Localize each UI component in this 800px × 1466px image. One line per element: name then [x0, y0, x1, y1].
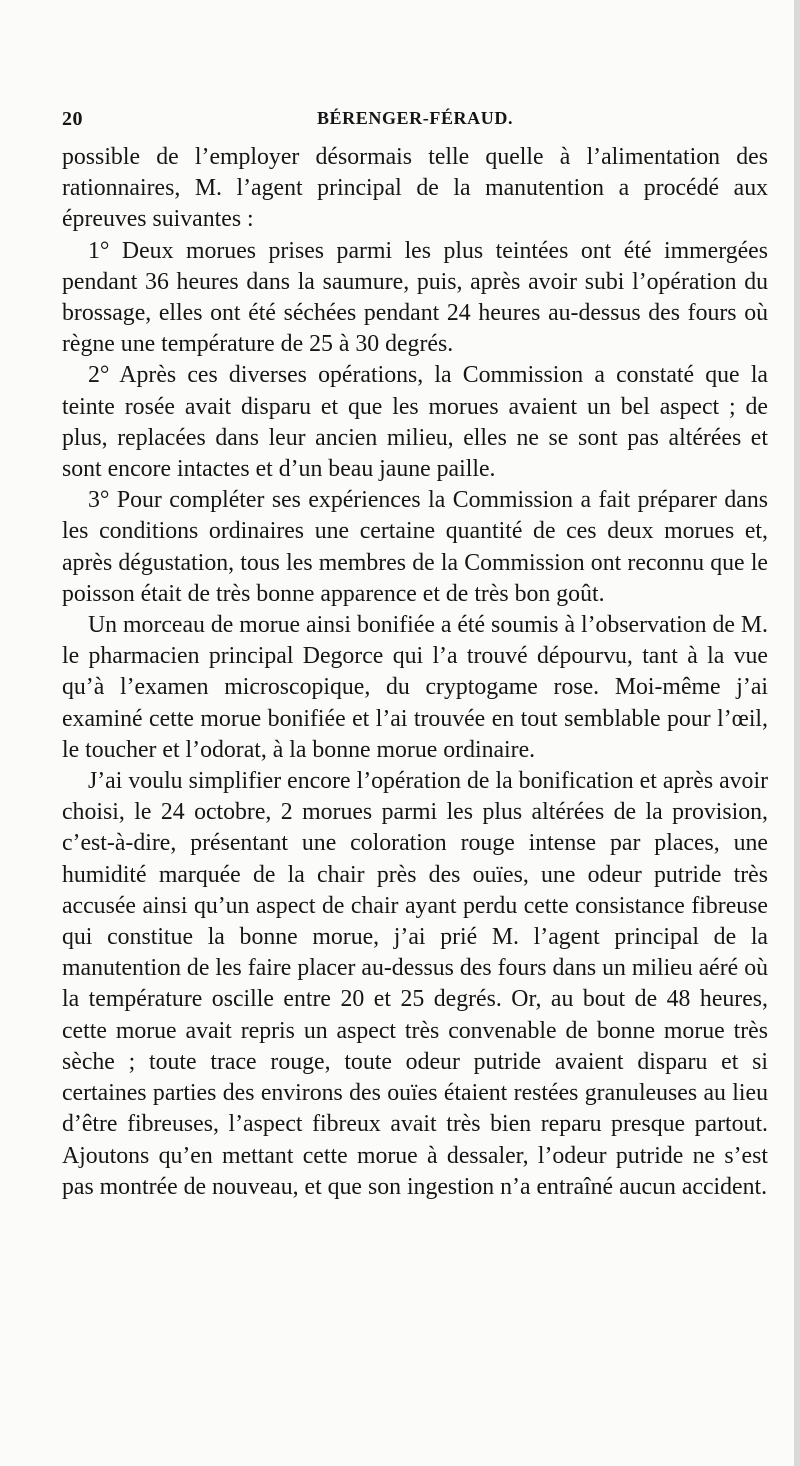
paragraph-pharmacist-observation: Un morceau de morue ainsi bonifiée a été soumis à l’observation de M. le pharmacien principal Degorce qui l’a trouvé dépourvu, tant à la vue qu’à l’examen microscopique, du cryptogame rose. Moi-même j’ai examiné cette morue bonifiée et l’ai trouvée en tout semblable pour l’œil, le toucher et l’odorat, à la bonne morue ordinaire.	[62, 612, 768, 763]
paragraph-simplified-bonification: J’ai voulu simplifier encore l’opération de la bonification et après avoir choisi, le 24 octobre, 2 morues parmi les plus altérées de la provision, c’est-à-dire, présentant une coloration rouge intense par places, une humidité marquée de la chair près des ouïes, une odeur putride très accusée ainsi qu’un aspect de chair ayant perdu cette consistance fibreuse qui constitue la bonne morue, j’ai prié M. l’agent principal de la manutention de les faire placer au-dessus des fours dans un milieu aéré où la température oscille entre 20 et 25 degrés. Or, au bout de 48 heures, cette morue avait repris un aspect très convenable de bonne morue très sèche ; toute trace rouge, toute odeur putride avaient disparu et si certaines parties des environs des ouïes étaient restées granuleuses au lieu d’être fibreuses, l’aspect fibreux avait très bien reparu presque partout. Ajoutons qu’en mettant cette morue à dessaler, l’odeur putride ne s’est pas montrée de nouveau, et que son ingestion n’a entraîné aucun accident.	[62, 768, 768, 1200]
paragraph-third-test: 3° Pour compléter ses expériences la Commission a fait préparer dans les conditions ordinaires une certaine quantité de ces deux morues et, après dégustation, tous les membres de la Commission ont reconnu que le poisson était de très bonne apparence et de très bon goût.	[62, 487, 768, 607]
body-text	[62, 142, 768, 1203]
page-header	[62, 108, 768, 138]
paragraph-first-test: 1° Deux morues prises parmi les plus teintées ont été immergées pendant 36 heures dans la saumure, puis, après avoir subi l’opération du brossage, elles ont été séchées pendant 24 heures au-dessus des fours où règne une température de 25 à 30 degrés.	[62, 237, 768, 358]
running-head: BÉRENGER-FÉRAUD.	[316, 108, 514, 128]
page-number: 20	[62, 108, 83, 130]
paragraph-second-test: 2° Après ces diverses opérations, la Commission a constaté que la teinte rosée avait disparu et que les morues avaient un bel aspect ; de plus, replacées dans leur ancien milieu, elles ne se sont pas altérées et sont encore intactes et d’un beau jaune paille.	[62, 362, 768, 483]
paragraph-continuation: possible de l’employer désormais telle quelle à l’alimentation des rationnaires, M. l’agent principal de la manutention a procédé aux épreuves suivantes :	[62, 144, 768, 233]
